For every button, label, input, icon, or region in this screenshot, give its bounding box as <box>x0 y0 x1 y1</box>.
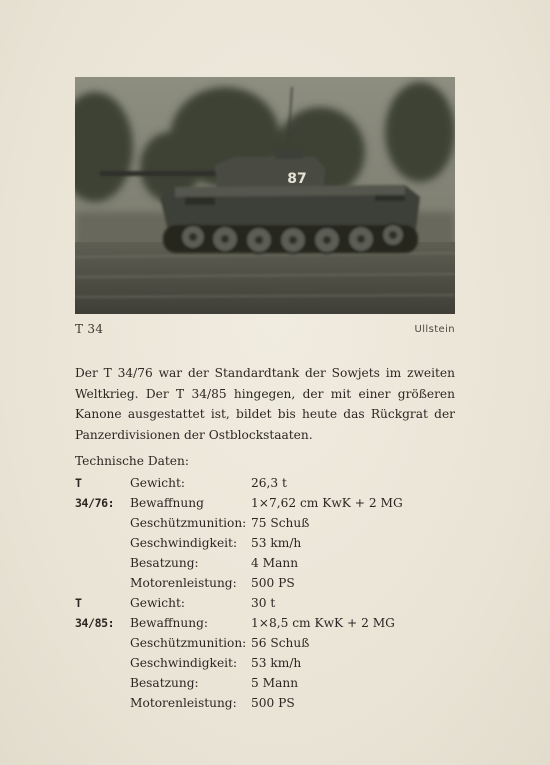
spec-value: 5 Mann <box>251 676 299 690</box>
model-label: T 34/85: <box>75 596 115 630</box>
spec-value: 75 Schuß <box>251 516 310 530</box>
spec-label: Geschützmunition: <box>130 516 247 530</box>
model-label: T 34/76: <box>75 476 115 510</box>
spec-label: Gewicht: <box>130 476 185 490</box>
spec-value: 1×8,5 cm KwK + 2 MG <box>251 616 395 630</box>
spec-value: 56 Schuß <box>251 636 310 650</box>
spec-label: Bewaffnung <box>130 496 204 510</box>
spec-label: Geschützmunition: <box>130 636 247 650</box>
specs-heading: Technische Daten: <box>75 454 189 468</box>
spec-label: Besatzung: <box>130 556 199 570</box>
spec-label: Gewicht: <box>130 596 185 610</box>
spec-label: Geschwindigkeit: <box>130 536 238 550</box>
spec-value: 500 PS <box>251 576 295 590</box>
tank-photo-illustration <box>75 77 455 314</box>
spec-label: Geschwindigkeit: <box>130 656 238 670</box>
spec-label: Besatzung: <box>130 676 199 690</box>
spec-value: 53 km/h <box>251 536 302 550</box>
photo-credit: Ullstein <box>414 324 455 335</box>
spec-value: 26,3 t <box>251 476 287 490</box>
spec-value: 4 Mann <box>251 556 299 570</box>
spec-label: Motorenleistung: <box>130 576 237 590</box>
spec-label: Motorenleistung: <box>130 696 237 710</box>
spec-value: 53 km/h <box>251 656 302 670</box>
spec-label: Bewaffnung: <box>130 616 208 630</box>
turret-number: 87 <box>287 171 307 187</box>
photo-caption: T 34 <box>75 322 104 336</box>
spec-value: 500 PS <box>251 696 295 710</box>
spec-value: 1×7,62 cm KwK + 2 MG <box>251 496 403 510</box>
spec-value: 30 t <box>251 596 276 610</box>
description-paragraph: Der T 34/76 war der Standardtank der Sowjets im zweiten Weltkrieg. Der T 34/85 hingegen, der mit einer größeren Kanone ausgestattet ist, bildet bis heute das Rückgrat der Panzerdivisionen der Ostblockstaaten. <box>75 366 455 442</box>
tank-photo <box>75 77 455 314</box>
